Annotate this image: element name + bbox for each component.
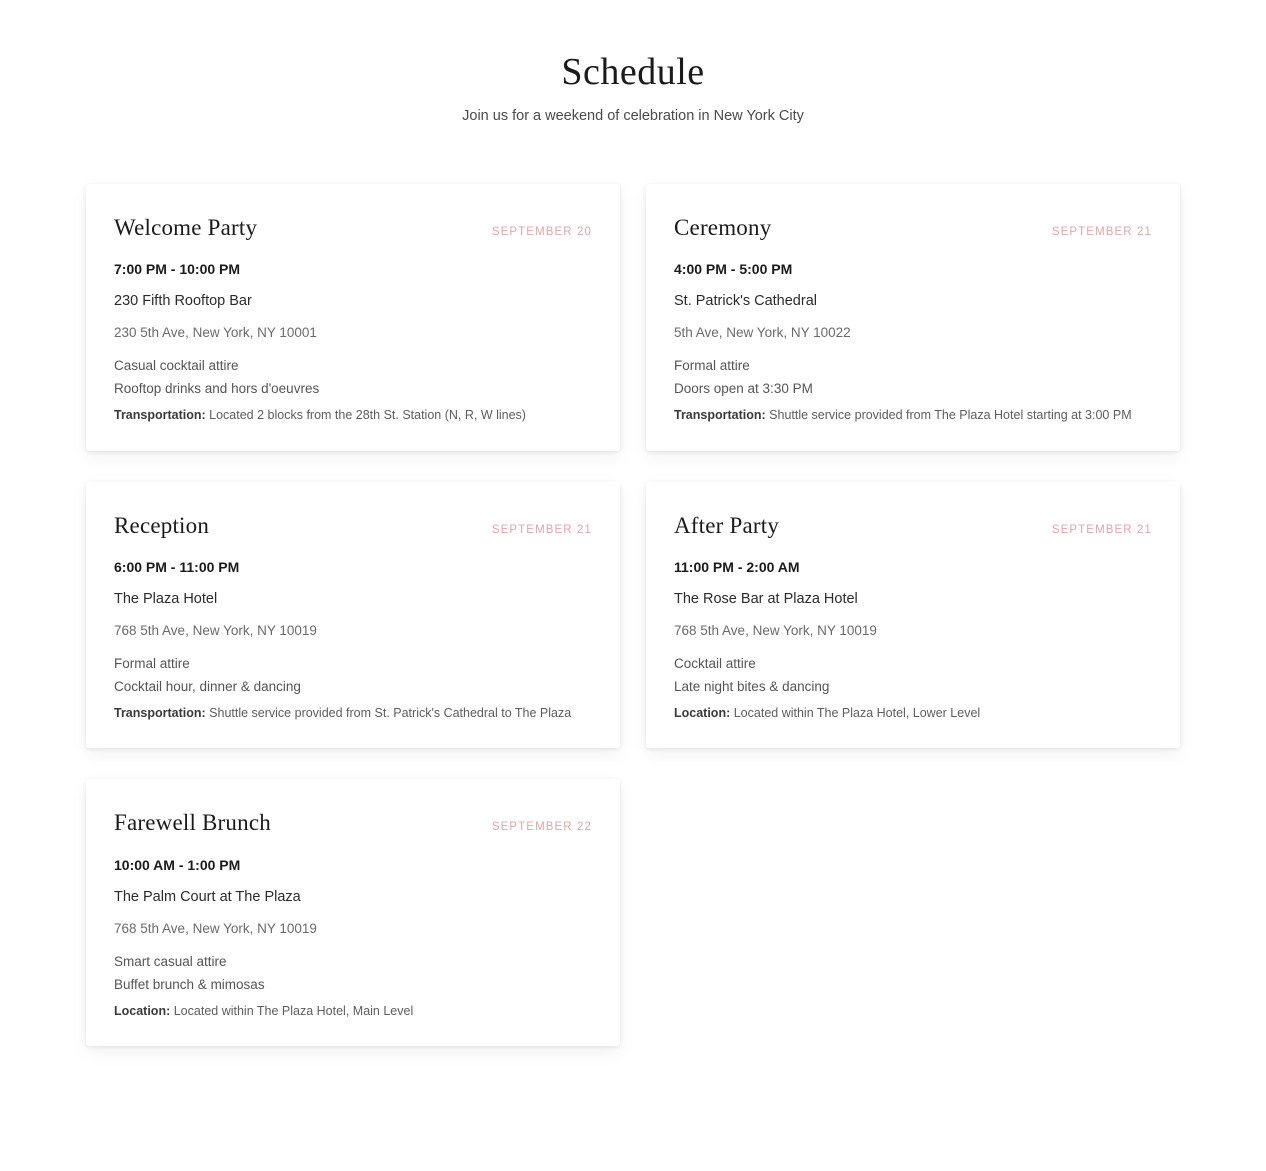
event-time: 7:00 PM - 10:00 PM — [114, 261, 241, 278]
event-note-label: Location: — [114, 1003, 171, 1018]
event-card-header — [114, 214, 592, 242]
event-venue: 230 Fifth Rooftop Bar — [114, 293, 252, 310]
event-details: Doors open at 3:30 PM — [674, 381, 813, 397]
event-note — [674, 406, 1152, 424]
event-note — [114, 406, 592, 424]
event-address: 768 5th Ave, New York, NY 10019 — [114, 920, 317, 936]
event-note-label: Transportation: — [114, 706, 206, 721]
event-card-header — [674, 512, 1152, 540]
event-title: Ceremony — [674, 214, 772, 240]
event-venue: The Plaza Hotel — [114, 591, 218, 608]
event-time: 11:00 PM - 2:00 AM — [674, 559, 800, 576]
event-details: Buffet brunch & mimosas — [114, 976, 265, 992]
event-note-text: Shuttle service provided from The Plaza Hotel starting at 3:00 PM — [769, 408, 1132, 423]
event-card — [646, 184, 1180, 451]
event-date: SEPTEMBER 21 — [1051, 523, 1152, 536]
event-details: Cocktail hour, dinner & dancing — [114, 679, 301, 695]
event-time: 10:00 AM - 1:00 PM — [114, 856, 241, 873]
event-note-label: Transportation: — [674, 408, 766, 423]
event-card — [86, 482, 620, 749]
schedule-cards-grid — [0, 184, 1266, 1046]
event-note-text: Shuttle service provided from St. Patrick's Cathedral to The Plaza — [209, 706, 572, 721]
event-card-header — [114, 512, 592, 540]
page-subtitle: Join us for a weekend of celebration in New York City — [462, 107, 804, 124]
event-card — [86, 779, 620, 1046]
event-card-header — [674, 214, 1152, 242]
event-date: SEPTEMBER 21 — [491, 523, 592, 536]
event-title: Welcome Party — [114, 214, 258, 240]
event-time: 4:00 PM - 5:00 PM — [674, 261, 793, 278]
event-venue: The Rose Bar at Plaza Hotel — [674, 591, 858, 608]
event-address: 768 5th Ave, New York, NY 10019 — [114, 623, 317, 639]
page-title: Schedule — [561, 51, 705, 93]
event-address: 5th Ave, New York, NY 10022 — [674, 325, 851, 341]
event-title: Reception — [114, 512, 210, 538]
event-date: SEPTEMBER 22 — [491, 821, 592, 834]
event-venue: St. Patrick's Cathedral — [674, 293, 817, 310]
event-address: 230 5th Ave, New York, NY 10001 — [114, 325, 317, 341]
event-card-header — [114, 809, 592, 837]
event-attire: Formal attire — [674, 358, 750, 374]
event-note — [674, 704, 1152, 722]
event-note-text: Located within The Plaza Hotel, Main Level — [173, 1003, 414, 1018]
event-title: Farewell Brunch — [114, 810, 271, 836]
event-note — [114, 704, 592, 722]
page-header — [0, 52, 1266, 124]
event-venue: The Palm Court at The Plaza — [114, 888, 301, 905]
event-date: SEPTEMBER 20 — [491, 225, 592, 238]
event-address: 768 5th Ave, New York, NY 10019 — [674, 623, 877, 639]
event-title: After Party — [674, 512, 780, 538]
event-attire: Formal attire — [114, 656, 190, 672]
event-attire: Smart casual attire — [114, 953, 227, 969]
event-attire: Casual cocktail attire — [114, 358, 239, 374]
event-date: SEPTEMBER 21 — [1051, 225, 1152, 238]
event-time: 6:00 PM - 11:00 PM — [114, 559, 240, 576]
event-note-text: Located within The Plaza Hotel, Lower Level — [733, 706, 981, 721]
event-card — [646, 482, 1180, 749]
event-note-label: Transportation: — [114, 408, 206, 423]
event-note-label: Location: — [674, 706, 731, 721]
event-note — [114, 1002, 592, 1020]
event-note-text: Located 2 blocks from the 28th St. Station (N, R, W lines) — [209, 408, 526, 423]
event-details: Rooftop drinks and hors d'oeuvres — [114, 381, 320, 397]
event-card — [86, 184, 620, 451]
event-attire: Cocktail attire — [674, 656, 756, 672]
event-details: Late night bites & dancing — [674, 679, 830, 695]
